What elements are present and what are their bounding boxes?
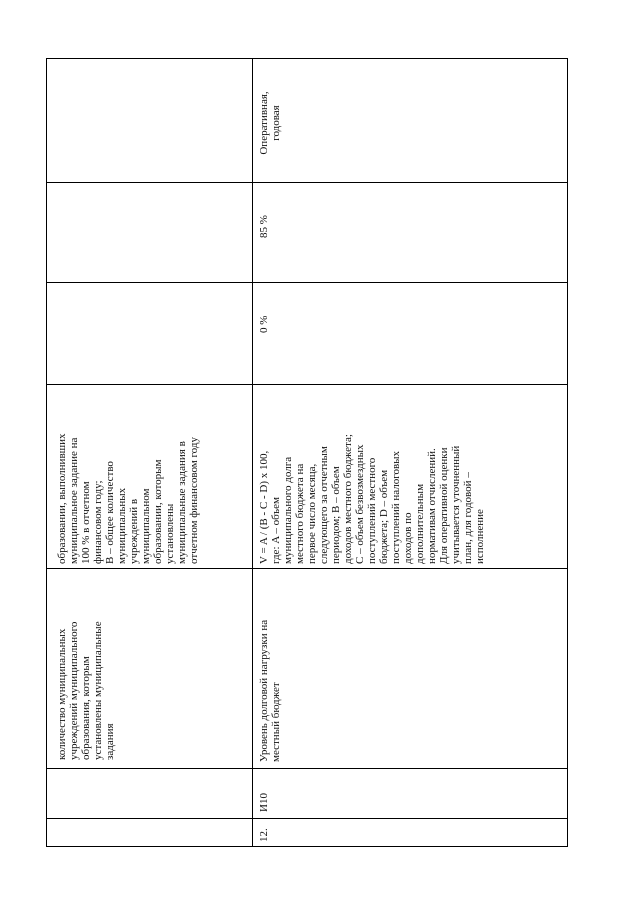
table-divider-1: [46, 182, 568, 183]
table-border-top: [46, 58, 568, 59]
cell-formula-continued: образовании, выполнивших муниципальное задание на 100 % в отчетном финансовом году; B – общее количество муниципальных учреждений в муниципальном образовании, которым установлены муниципальные задания в отчетном финансовом году: [56, 433, 200, 564]
indicator-code: И10: [258, 793, 270, 812]
max-value: 85 %: [258, 215, 270, 238]
table-border-right: [567, 58, 568, 847]
table-divider-6: [46, 818, 568, 819]
cell-frequency: Оперативная, годовая: [258, 91, 282, 155]
table-divider-2: [46, 282, 568, 283]
table-border-bottom: [46, 846, 568, 847]
table-divider-4: [46, 568, 568, 569]
row-number: 12.: [258, 828, 270, 842]
row-separator: [252, 58, 253, 847]
min-value: 0 %: [258, 315, 270, 333]
cell-indicator-name-continued: количество муниципальных учреждений муниципального образования, которым установлены муниципальные задания: [56, 621, 116, 760]
table-border-left: [46, 58, 47, 847]
indicator-name: Уровень долговой нагрузки на местный бюджет: [258, 619, 282, 762]
indicator-formula: V = A / (B - C - D) x 100, где: A – объем муниципального долга местного бюджета на первое число месяца, следующего за отчетным периодом; B – объем доходов местного бюджета; C – объем безвозмездных поступлений местного бюджета; D – объем поступлений налоговых доходов по дополнительным нормативам отчислений. Для оперативной оценки учитывается уточненный план, для годовой – исполнение: [258, 434, 486, 564]
table-divider-5: [46, 768, 568, 769]
